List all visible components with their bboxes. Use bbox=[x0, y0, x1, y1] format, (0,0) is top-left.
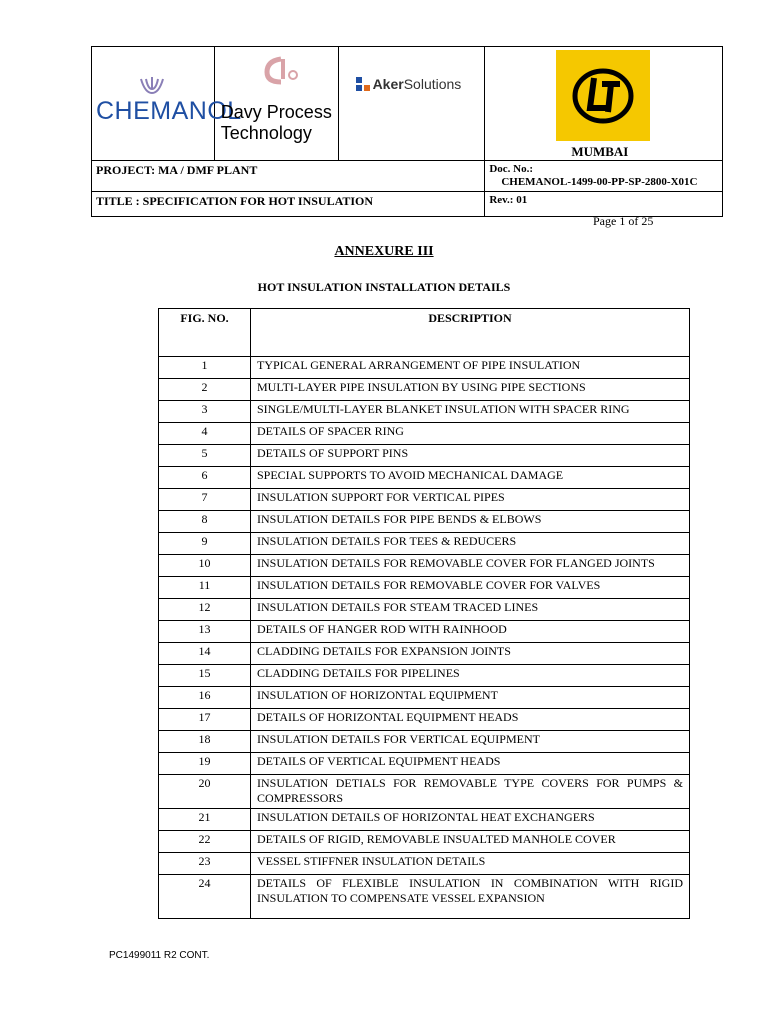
table-row bbox=[159, 731, 690, 753]
aker-logo-cell bbox=[338, 47, 485, 161]
city-label: MUMBAI bbox=[571, 144, 629, 159]
doc-no-cell bbox=[485, 161, 723, 192]
description-cell: INSULATION DETAILS FOR PIPE BENDS & ELBOWS bbox=[251, 511, 690, 533]
fig-number-cell: 23 bbox=[159, 853, 251, 875]
davy-text-line1: Davy Process bbox=[220, 102, 332, 122]
fig-number-cell: 2 bbox=[159, 379, 251, 401]
fig-number-cell: 4 bbox=[159, 423, 251, 445]
description-cell: INSULATION DETAILS FOR TEES & REDUCERS bbox=[251, 533, 690, 555]
table-row bbox=[159, 577, 690, 599]
table-row bbox=[159, 533, 690, 555]
description-cell: DETAILS OF HORIZONTAL EQUIPMENT HEADS bbox=[251, 709, 690, 731]
description-cell: INSULATION SUPPORT FOR VERTICAL PIPES bbox=[251, 489, 690, 511]
description-cell: INSULATION DETAILS OF HORIZONTAL HEAT EXCHANGERS bbox=[251, 809, 690, 831]
title-label: TITLE : SPECIFICATION FOR HOT INSULATION bbox=[92, 192, 485, 217]
table-row bbox=[159, 467, 690, 489]
description-cell: SPECIAL SUPPORTS TO AVOID MECHANICAL DAMAGE bbox=[251, 467, 690, 489]
description-cell: TYPICAL GENERAL ARRANGEMENT OF PIPE INSULATION bbox=[251, 357, 690, 379]
fig-number-cell: 12 bbox=[159, 599, 251, 621]
chemanol-flame-icon bbox=[137, 75, 167, 97]
description-cell: INSULATION DETAILS FOR STEAM TRACED LINES bbox=[251, 599, 690, 621]
table-row bbox=[159, 831, 690, 853]
fig-number-cell: 14 bbox=[159, 643, 251, 665]
table-row bbox=[159, 445, 690, 467]
doc-no-value: CHEMANOL-1499-00-PP-SP-2800-X01C bbox=[501, 176, 698, 188]
table-row bbox=[159, 379, 690, 401]
davy-text-line2: Technology bbox=[220, 123, 312, 143]
description-cell: INSULATION DETAILS FOR REMOVABLE COVER FOR FLANGED JOINTS bbox=[251, 555, 690, 577]
fig-number-cell: 18 bbox=[159, 731, 251, 753]
figure-index-table bbox=[158, 308, 690, 919]
description-cell: INSULATION DETIALS FOR REMOVABLE TYPE COVERS FOR PUMPS & COMPRESSORS bbox=[251, 775, 690, 809]
page-number: Page 1 of 25 bbox=[593, 214, 654, 228]
table-row bbox=[159, 775, 690, 809]
document-header bbox=[91, 46, 723, 217]
revision-label: Rev.: 01 bbox=[485, 192, 723, 217]
fig-number-cell: 11 bbox=[159, 577, 251, 599]
fig-number-cell: 20 bbox=[159, 775, 251, 809]
fig-number-cell: 19 bbox=[159, 753, 251, 775]
table-row bbox=[159, 853, 690, 875]
fig-number-cell: 6 bbox=[159, 467, 251, 489]
table-row bbox=[159, 709, 690, 731]
chemanol-logo-cell bbox=[92, 47, 242, 161]
table-row bbox=[159, 753, 690, 775]
fig-number-cell: 24 bbox=[159, 875, 251, 919]
description-cell: INSULATION DETAILS FOR REMOVABLE COVER FOR VALVES bbox=[251, 577, 690, 599]
table-row bbox=[159, 489, 690, 511]
fig-number-cell: 5 bbox=[159, 445, 251, 467]
description-cell: DETAILS OF SUPPORT PINS bbox=[251, 445, 690, 467]
description-cell: DETAILS OF VERTICAL EQUIPMENT HEADS bbox=[251, 753, 690, 775]
description-cell: INSULATION OF HORIZONTAL EQUIPMENT bbox=[251, 687, 690, 709]
table-row bbox=[159, 875, 690, 919]
lt-logo bbox=[556, 50, 650, 141]
fig-number-cell: 22 bbox=[159, 831, 251, 853]
fig-number-cell: 8 bbox=[159, 511, 251, 533]
table-row bbox=[159, 643, 690, 665]
davy-logo-icon bbox=[259, 55, 303, 85]
table-row bbox=[159, 423, 690, 445]
fig-number-cell: 17 bbox=[159, 709, 251, 731]
description-cell: DETAILS OF FLEXIBLE INSULATION IN COMBINATION WITH RIGID INSULATION TO COMPENSATE VESSEL EXPANSION bbox=[251, 875, 690, 919]
fig-number-cell: 10 bbox=[159, 555, 251, 577]
annexure-title: ANNEXURE III bbox=[334, 244, 434, 259]
fig-number-cell: 16 bbox=[159, 687, 251, 709]
table-row bbox=[159, 401, 690, 423]
chemanol-logo-text: CHEMANOL bbox=[96, 97, 242, 125]
fig-number-cell: 3 bbox=[159, 401, 251, 423]
description-cell: SINGLE/MULTI-LAYER BLANKET INSULATION WITH SPACER RING bbox=[251, 401, 690, 423]
column-header-description: DESCRIPTION bbox=[251, 309, 690, 357]
description-cell: INSULATION DETAILS FOR VERTICAL EQUIPMENT bbox=[251, 731, 690, 753]
davy-logo-cell bbox=[214, 47, 338, 161]
fig-number-cell: 21 bbox=[159, 809, 251, 831]
table-row bbox=[159, 357, 690, 379]
description-cell: MULTI-LAYER PIPE INSULATION BY USING PIPE SECTIONS bbox=[251, 379, 690, 401]
footer-code: PC1499011 R2 CONT. bbox=[109, 950, 210, 961]
section-subheading: HOT INSULATION INSTALLATION DETAILS bbox=[257, 280, 511, 294]
description-cell: CLADDING DETAILS FOR PIPELINES bbox=[251, 665, 690, 687]
column-header-fig-no: FIG. NO. bbox=[159, 309, 251, 357]
table-row bbox=[159, 555, 690, 577]
table-row bbox=[159, 511, 690, 533]
description-cell: CLADDING DETAILS FOR EXPANSION JOINTS bbox=[251, 643, 690, 665]
lt-logo-cell bbox=[485, 47, 723, 161]
fig-number-cell: 13 bbox=[159, 621, 251, 643]
fig-number-cell: 15 bbox=[159, 665, 251, 687]
fig-number-cell: 1 bbox=[159, 357, 251, 379]
aker-logo-icon bbox=[356, 77, 370, 91]
lt-logo-icon bbox=[556, 50, 650, 141]
table-row bbox=[159, 809, 690, 831]
table-row bbox=[159, 687, 690, 709]
fig-number-cell: 9 bbox=[159, 533, 251, 555]
project-label: PROJECT: MA / DMF PLANT bbox=[92, 161, 485, 192]
description-cell: DETAILS OF RIGID, REMOVABLE INSUALTED MANHOLE COVER bbox=[251, 831, 690, 853]
doc-no-label: Doc. No.: bbox=[489, 163, 533, 175]
description-cell: DETAILS OF HANGER ROD WITH RAINHOOD bbox=[251, 621, 690, 643]
table-row bbox=[159, 599, 690, 621]
table-row bbox=[159, 665, 690, 687]
table-row bbox=[159, 621, 690, 643]
description-cell: DETAILS OF SPACER RING bbox=[251, 423, 690, 445]
fig-number-cell: 7 bbox=[159, 489, 251, 511]
aker-logo-text: AkerSolutions bbox=[372, 76, 462, 92]
description-cell: VESSEL STIFFNER INSULATION DETAILS bbox=[251, 853, 690, 875]
